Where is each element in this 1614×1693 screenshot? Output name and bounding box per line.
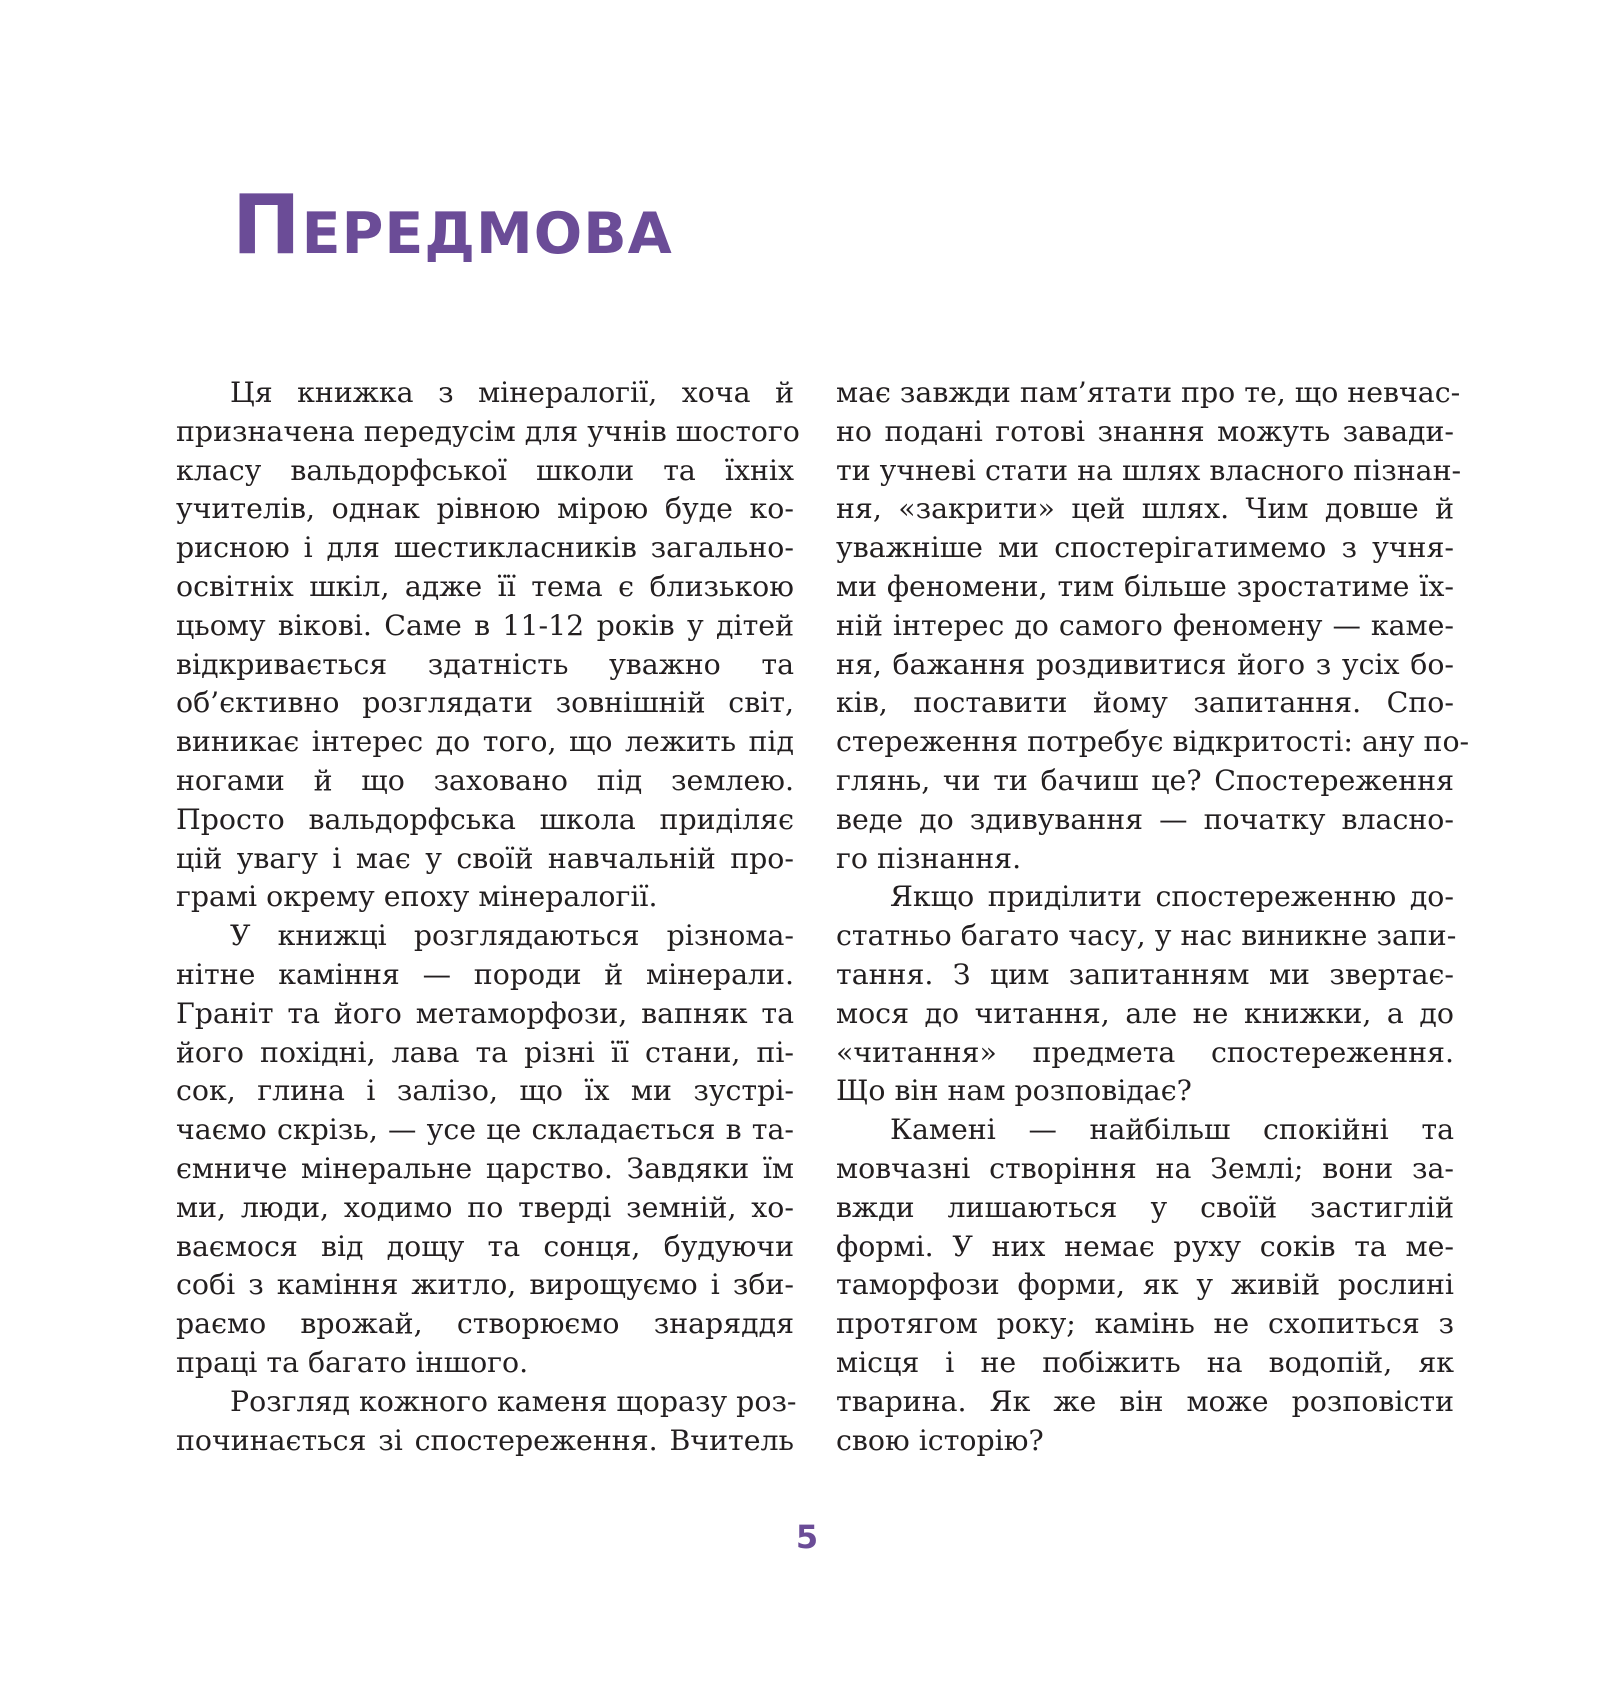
text-line: цьому вікові. Саме в 11-12 років у дітей (176, 608, 794, 642)
text-line: формі. У них немає руху соків та ме- (836, 1229, 1454, 1263)
text-line: Що він нам розповідає? (836, 1074, 1192, 1108)
left-column (176, 374, 800, 1460)
text-line: виникає інтерес до того, що лежить під (176, 725, 794, 759)
text-line: починається зі спостереження. Вчитель (176, 1423, 794, 1457)
text-line: ми, люди, ходимо по тверді земній, хо- (176, 1190, 794, 1224)
text-line: грамі окрему епоху мінералогії. (176, 880, 658, 914)
text-line: ти учневі стати на шлях власного пізнан- (836, 453, 1462, 487)
text-line: Просто вальдорфська школа приділяє (176, 802, 794, 836)
text-line: мося до читання, але не книжки, а до (836, 996, 1454, 1030)
text-line: класу вальдорфської школи та їхніх (176, 453, 794, 487)
text-line: освітніх шкіл, адже її тема є близькою (176, 569, 794, 603)
right-column (836, 374, 1470, 1460)
text-line: Граніт та його метаморфози, вапняк та (176, 996, 794, 1030)
text-line: чаємо скрізь, — усе це складається в та- (176, 1113, 794, 1147)
text-line: праці та багато іншого. (176, 1345, 529, 1379)
text-line: об’єктивно розглядати зовнішній світ, (176, 686, 794, 720)
text-line: Ця книжка з мінералогії, хоча й (230, 376, 794, 409)
text-line: свою історію? (836, 1423, 1044, 1457)
text-line: має завжди пам’ятати про те, що невчас- (836, 376, 1461, 409)
page-title: Передмова (232, 178, 673, 273)
text-line: ваємося від дощу та сонця, будуючи (176, 1229, 794, 1263)
text-line: Розгляд кожного каменя щоразу роз- (230, 1384, 797, 1418)
page-number: 5 (795, 1518, 819, 1556)
text-line: мовчазні створіння на Землі; вони за- (836, 1151, 1454, 1185)
text-line: таморфози форми, як у живій рослині (836, 1268, 1454, 1302)
text-line: Якщо приділити спостереженню до- (890, 880, 1454, 914)
text-line: нітне каміння — породи й мінерали. (176, 957, 794, 991)
text-line: протягом року; камінь не схопиться з (836, 1307, 1454, 1341)
text-line: У книжці розглядаються різнома- (230, 919, 794, 953)
text-line: призначена передусім для учнів шостого (176, 414, 800, 448)
text-line: собі з каміння житло, вирощуємо і зби- (176, 1268, 794, 1302)
text-line: вжди лишаються у своїй застиглій (836, 1190, 1454, 1224)
text-line: «читання» предмета спостереження. (836, 1035, 1454, 1069)
text-line: ємниче мінеральне царство. Завдяки їм (176, 1151, 794, 1185)
text-line: статньо багато часу, у нас виникне запи- (836, 919, 1457, 953)
text-line: тання. З цим запитанням ми звертає- (836, 957, 1454, 991)
text-line: стереження потребує відкритості: ану по- (836, 725, 1470, 759)
text-line: ня, «закрити» цей шлях. Чим довше й (836, 492, 1454, 526)
text-line: Камені — найбільш спокійні та (890, 1113, 1454, 1147)
text-line: місця і не побіжить на водопій, як (836, 1345, 1454, 1379)
text-line: його похідні, лава та різні її стани, пі- (176, 1035, 794, 1069)
text-line: відкривається здатність уважно та (176, 647, 794, 681)
text-line: рисною і для шестикласників загально- (176, 531, 794, 565)
text-line: веде до здивування — початку власно- (836, 802, 1454, 836)
text-line: ній інтерес до самого феномену — каме- (836, 608, 1454, 642)
text-line: но подані готові знання можуть завади- (836, 414, 1454, 448)
text-line: цій увагу і має у своїй навчальній про- (176, 841, 794, 875)
text-line: ногами й що заховано під землею. (176, 763, 794, 797)
text-line: тварина. Як же він може розповісти (836, 1384, 1454, 1418)
text-line: ня, бажання роздивитися його з усіх бо- (836, 647, 1454, 681)
text-line: ми феномени, тим більше зростатиме їх- (836, 569, 1454, 603)
text-line: уважніше ми спостерігатимемо з учня- (836, 531, 1454, 565)
text-line: раємо врожай, створюємо знаряддя (176, 1307, 794, 1341)
text-line: сок, глина і залізо, що їх ми зустрі- (176, 1074, 794, 1108)
text-line: го пізнання. (836, 841, 1022, 875)
text-line: ків, поставити йому запитання. Спо- (836, 686, 1454, 720)
text-line: глянь, чи ти бачиш це? Спостереження (836, 763, 1454, 797)
text-line: учителів, однак рівною мірою буде ко- (176, 492, 794, 526)
